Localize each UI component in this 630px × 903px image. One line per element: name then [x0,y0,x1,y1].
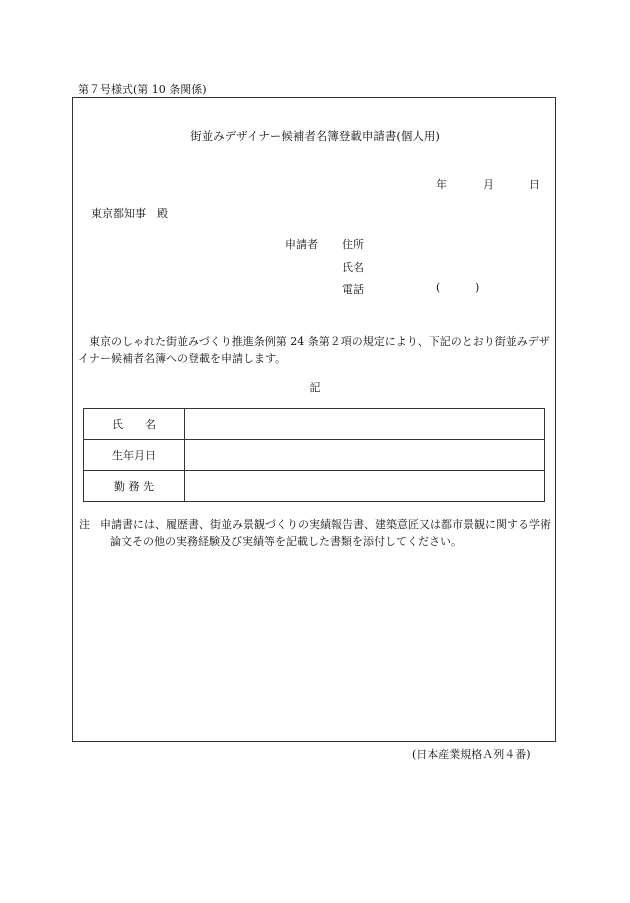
info-table [83,408,545,502]
birthdate-cell-value[interactable] [185,440,545,471]
note-text: 申請書には、履歴書、街並み景観づくりの実績報告書、建築意匠又は都市景観に関する学術論文その他の実務経験及び実績等を記載した書類を添付してください。 [100,518,551,548]
applicant-label: 申請者 [285,238,318,251]
name-cell-label: 氏 名 [84,409,185,440]
paper-size-footer: (日本産業規格Ａ列４番) [412,748,531,761]
name-cell-value[interactable] [185,409,545,440]
birthdate-cell-label: 生年月日 [84,440,185,471]
form-number: 第７号様式(第 10 条関係) [78,83,207,96]
table-row [84,409,545,440]
phone-label: 電話 [342,283,364,296]
phone-paren-open: ( [436,281,441,294]
date-day-label: 日 [529,178,540,191]
workplace-cell-label: 勤 務 先 [84,471,185,502]
date-month-label: 月 [483,178,494,191]
table-row [84,471,545,502]
body-text-content: 東京のしゃれた街並みづくり推進条例第 24 条第２項の規定により、下記のとおり街並みデザイナー候補者名簿への登載を申請します。 [78,335,550,365]
table-row [84,440,545,471]
name-label: 氏名 [342,261,364,274]
addressee: 東京都知事 殿 [91,207,168,220]
address-label: 住所 [342,238,364,251]
ki-heading: 記 [309,381,321,394]
form-title: 街並みデザイナー候補者名簿登載申請書(個人用) [190,129,440,143]
note-mark: 注 [79,518,90,531]
workplace-cell-value[interactable] [185,471,545,502]
body-text [78,333,552,367]
date-year-label: 年 [436,178,447,191]
phone-paren-close: ) [475,281,480,294]
